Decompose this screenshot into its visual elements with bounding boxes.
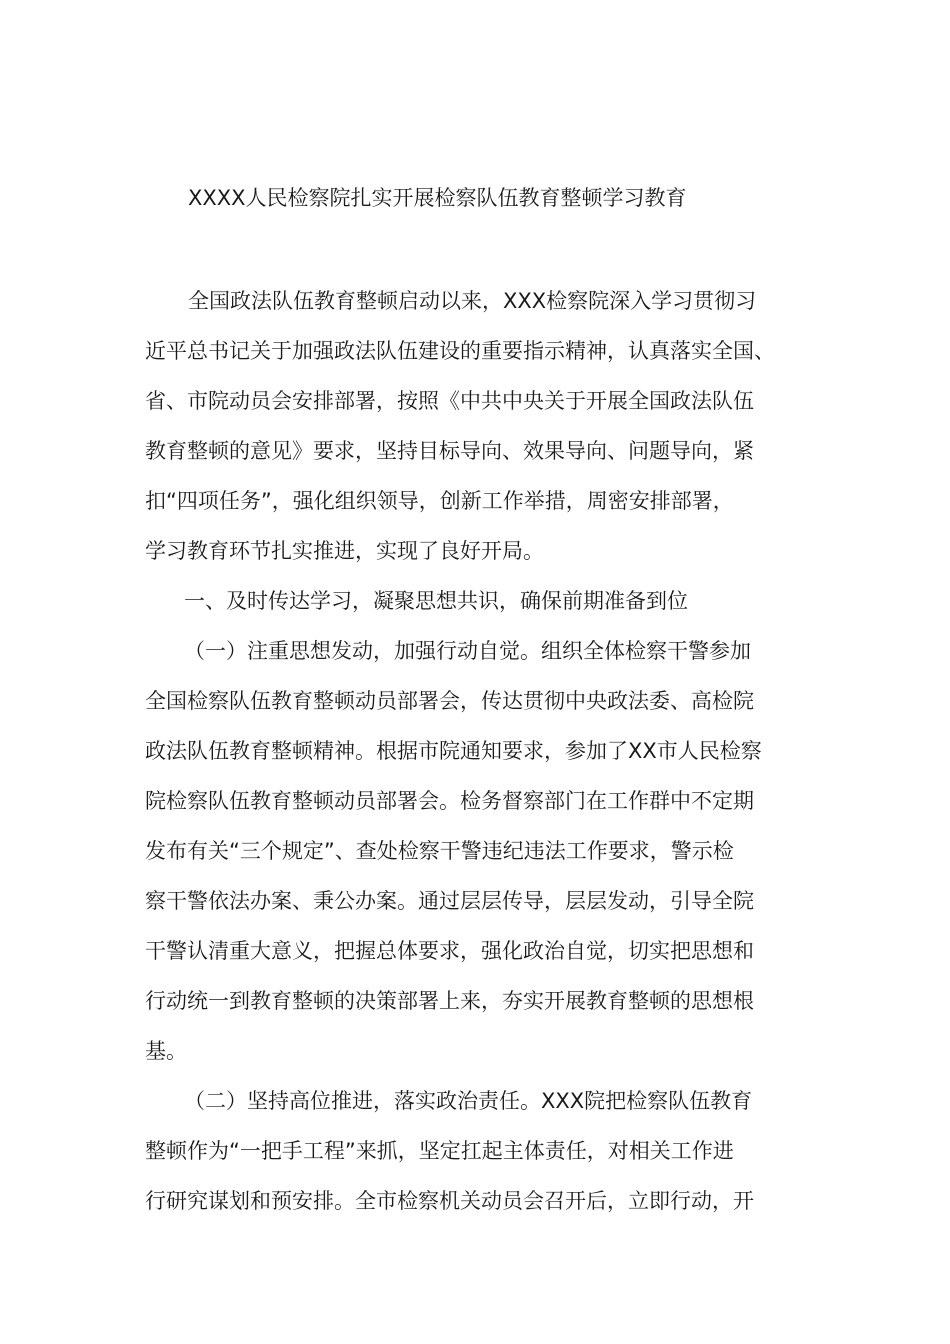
paragraph-line: 院检察队伍教育整顿动员部署会。检务督察部门在工作群中不定期: [145, 789, 754, 813]
paragraph-line: 基。: [145, 1039, 187, 1063]
paragraph-line: 政法队伍教育整顿精神。根据市院通知要求，参加了XX市人民检察: [145, 739, 762, 763]
document-title: XXXX人民检察院扎实开展检察队伍教育整顿学习教育: [188, 186, 687, 210]
section-heading: 一、及时传达学习，凝聚思想共识，确保前期准备到位: [184, 589, 688, 613]
paragraph-line: 全国检察队伍教育整顿动员部署会，传达贯彻中央政法委、高检院: [145, 689, 754, 713]
paragraph-line: （一）注重思想发动，加强行动自觉。组织全体检察干警参加: [184, 639, 751, 663]
paragraph-line: 整顿作为“一把手工程”来抓，坚定扛起主体责任，对相关工作进: [145, 1139, 734, 1163]
paragraph-line: 干警认清重大意义，把握总体要求，强化政治自觉，切实把思想和: [145, 939, 754, 963]
paragraph-line: 省、市院动员会安排部署，按照《中共中央关于开展全国政法队伍: [145, 389, 754, 413]
paragraph-line: 全国政法队伍教育整顿启动以来，XXX检察院深入学习贯彻习: [188, 289, 757, 313]
paragraph-line: 行动统一到教育整顿的决策部署上来，夯实开展教育整顿的思想根: [145, 989, 754, 1013]
paragraph-line: 发布有关“三个规定”、查处检察干警违纪违法工作要求，警示检: [145, 839, 734, 863]
paragraph-line: 行研究谋划和预安排。全市检察机关动员会召开后，立即行动，开: [145, 1189, 754, 1213]
paragraph-line: 学习教育环节扎实推进，实现了良好开局。: [145, 539, 544, 563]
paragraph-line: 教育整顿的意见》要求，坚持目标导向、效果导向、问题导向，紧: [145, 439, 754, 463]
paragraph-line: 扣“四项任务”，强化组织领导，创新工作举措，周密安排部署，: [145, 489, 734, 513]
paragraph-line: （二）坚持高位推进，落实政治责任。XXX院把检察队伍教育: [184, 1089, 753, 1113]
paragraph-line: 近平总书记关于加强政法队伍建设的重要指示精神，认真落实全国、: [145, 339, 775, 363]
paragraph-line: 察干警依法办案、秉公办案。通过层层传导，层层发动，引导全院: [145, 889, 754, 913]
